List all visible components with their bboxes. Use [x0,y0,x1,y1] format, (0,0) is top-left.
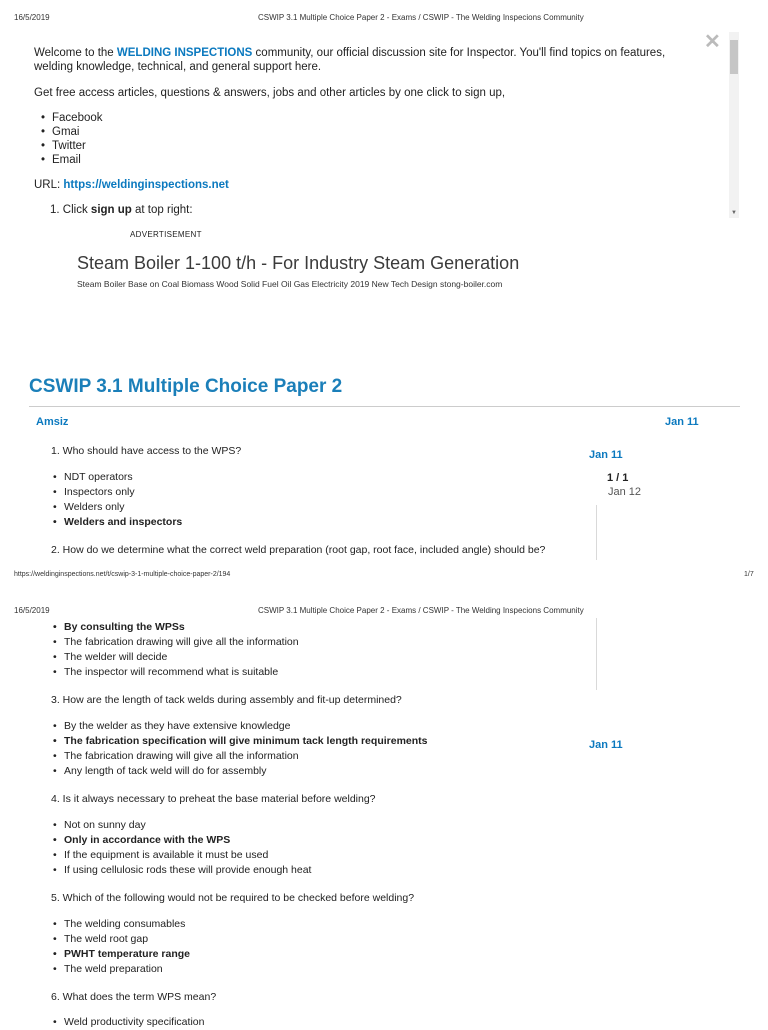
question-5-options [52,917,190,977]
answer-option: • The inspector will recommend what is suitable [52,665,299,680]
timeline-track [596,618,597,690]
post-author-link[interactable]: Amsiz [36,416,69,428]
timeline-progress: 1 / 1 [607,472,629,484]
question-6: 6. What does the term WPS mean? [51,991,217,1003]
answer-option: • Inspectors only [52,485,182,500]
scroll-down-arrow-icon[interactable]: ▼ [731,210,737,216]
scrollbar-thumb[interactable] [730,40,738,74]
ad-label: ADVERTISEMENT [130,230,202,239]
answer-option: • Not on sunny day [52,818,311,833]
timeline-track [596,505,597,560]
correct-answer-option: • By consulting the WPSs [52,620,299,635]
answer-option: • Weld productivity specification [52,1015,204,1030]
signup-option: • Facebook [40,111,103,125]
timeline-progress-date: Jan 12 [608,486,642,498]
answer-option: • The weld preparation [52,962,190,977]
answer-option: • NDT operators [52,470,182,485]
print-date: 16/5/2019 [14,606,50,615]
title-divider [29,406,740,407]
close-banner-icon[interactable]: ✕ [704,31,721,53]
welcome-banner [34,46,704,74]
question-4: 4. Is it always necessary to preheat the base material before welding? [51,793,376,805]
signup-option: • Email [40,153,103,167]
print-title: CSWIP 3.1 Multiple Choice Paper 2 - Exams / CSWIP - The Welding Inspecions Community [258,606,584,615]
signup-option: • Twitter [40,139,103,153]
step-prefix: Click [62,204,88,216]
step-suffix: at top right: [135,204,193,216]
correct-answer-option: • Welders and inspectors [52,515,182,530]
ad-title-link[interactable]: Steam Boiler 1-100 t/h - For Industry Steam Generation [77,253,520,273]
banner-scrollbar[interactable] [729,32,739,218]
url-line [34,178,229,192]
timeline-bottom-date[interactable]: Jan 11 [589,739,623,751]
print-date: 16/5/2019 [14,13,50,22]
print-footer-url: https://weldinginspections.net/t/cswip-3-1-multiple-choice-paper-2/194 [14,571,231,578]
correct-answer-option: • Only in accordance with the WPS [52,833,311,848]
question-5: 5. Which of the following would not be required to be checked before welding? [51,892,415,904]
question-2: 2. How do we determine what the correct weld preparation (root gap, root face, included angle) should be? [51,544,546,556]
question-6-options [52,1015,204,1030]
site-url-link[interactable]: https://weldinginspections.net [63,179,229,191]
signup-option: • Gmai [40,125,103,139]
correct-answer-option: • PWHT temperature range [52,947,190,962]
signup-options-list [40,111,103,167]
brand-link[interactable]: WELDING INSPECTIONS [116,47,253,59]
step-number: 1. [50,204,60,216]
topic-title[interactable]: CSWIP 3.1 Multiple Choice Paper 2 [29,376,343,397]
answer-option: • The welder will decide [52,650,299,665]
post-date[interactable]: Jan 11 [665,416,699,428]
welcome-suffix: community, our official discussion site for Inspector. You'll find topics on features, welding knowledge, technical, and general support here. [34,47,666,73]
answer-option: • Welders only [52,500,182,515]
signup-step [50,203,193,217]
question-3-options [52,719,428,779]
correct-answer-option: • The fabrication specification will give minimum tack length requirements [52,734,428,749]
answer-option: • By the welder as they have extensive knowledge [52,719,428,734]
question-4-options [52,818,311,878]
ad-description: Steam Boiler Base on Coal Biomass Wood Solid Fuel Oil Gas Electricity 2019 New Tech Design stong-boiler.com [77,279,503,289]
question-2-options [52,620,299,680]
answer-option: • Any length of tack weld will do for assembly [52,764,428,779]
answer-option: • The weld root gap [52,932,190,947]
timeline-top-date[interactable]: Jan 11 [589,449,623,461]
signup-text: Get free access articles, questions & answers, jobs and other articles by one click to sign up, [34,87,506,99]
print-page-number: 1/7 [744,571,754,578]
step-signup-bold: sign up [90,204,132,216]
answer-option: • If using cellulosic rods these will provide enough heat [52,863,311,878]
question-1-options [52,470,182,530]
welcome-prefix: Welcome to the [34,47,114,59]
question-1: 1. Who should have access to the WPS? [51,445,242,457]
answer-option: • The fabrication drawing will give all the information [52,635,299,650]
answer-option: • If the equipment is available it must be used [52,848,311,863]
question-3: 3. How are the length of tack welds during assembly and fit-up determined? [51,694,402,706]
url-label: URL: [34,179,61,191]
answer-option: • The welding consumables [52,917,190,932]
answer-option: • The fabrication drawing will give all the information [52,749,428,764]
print-title: CSWIP 3.1 Multiple Choice Paper 2 - Exams / CSWIP - The Welding Inspecions Community [258,13,584,22]
